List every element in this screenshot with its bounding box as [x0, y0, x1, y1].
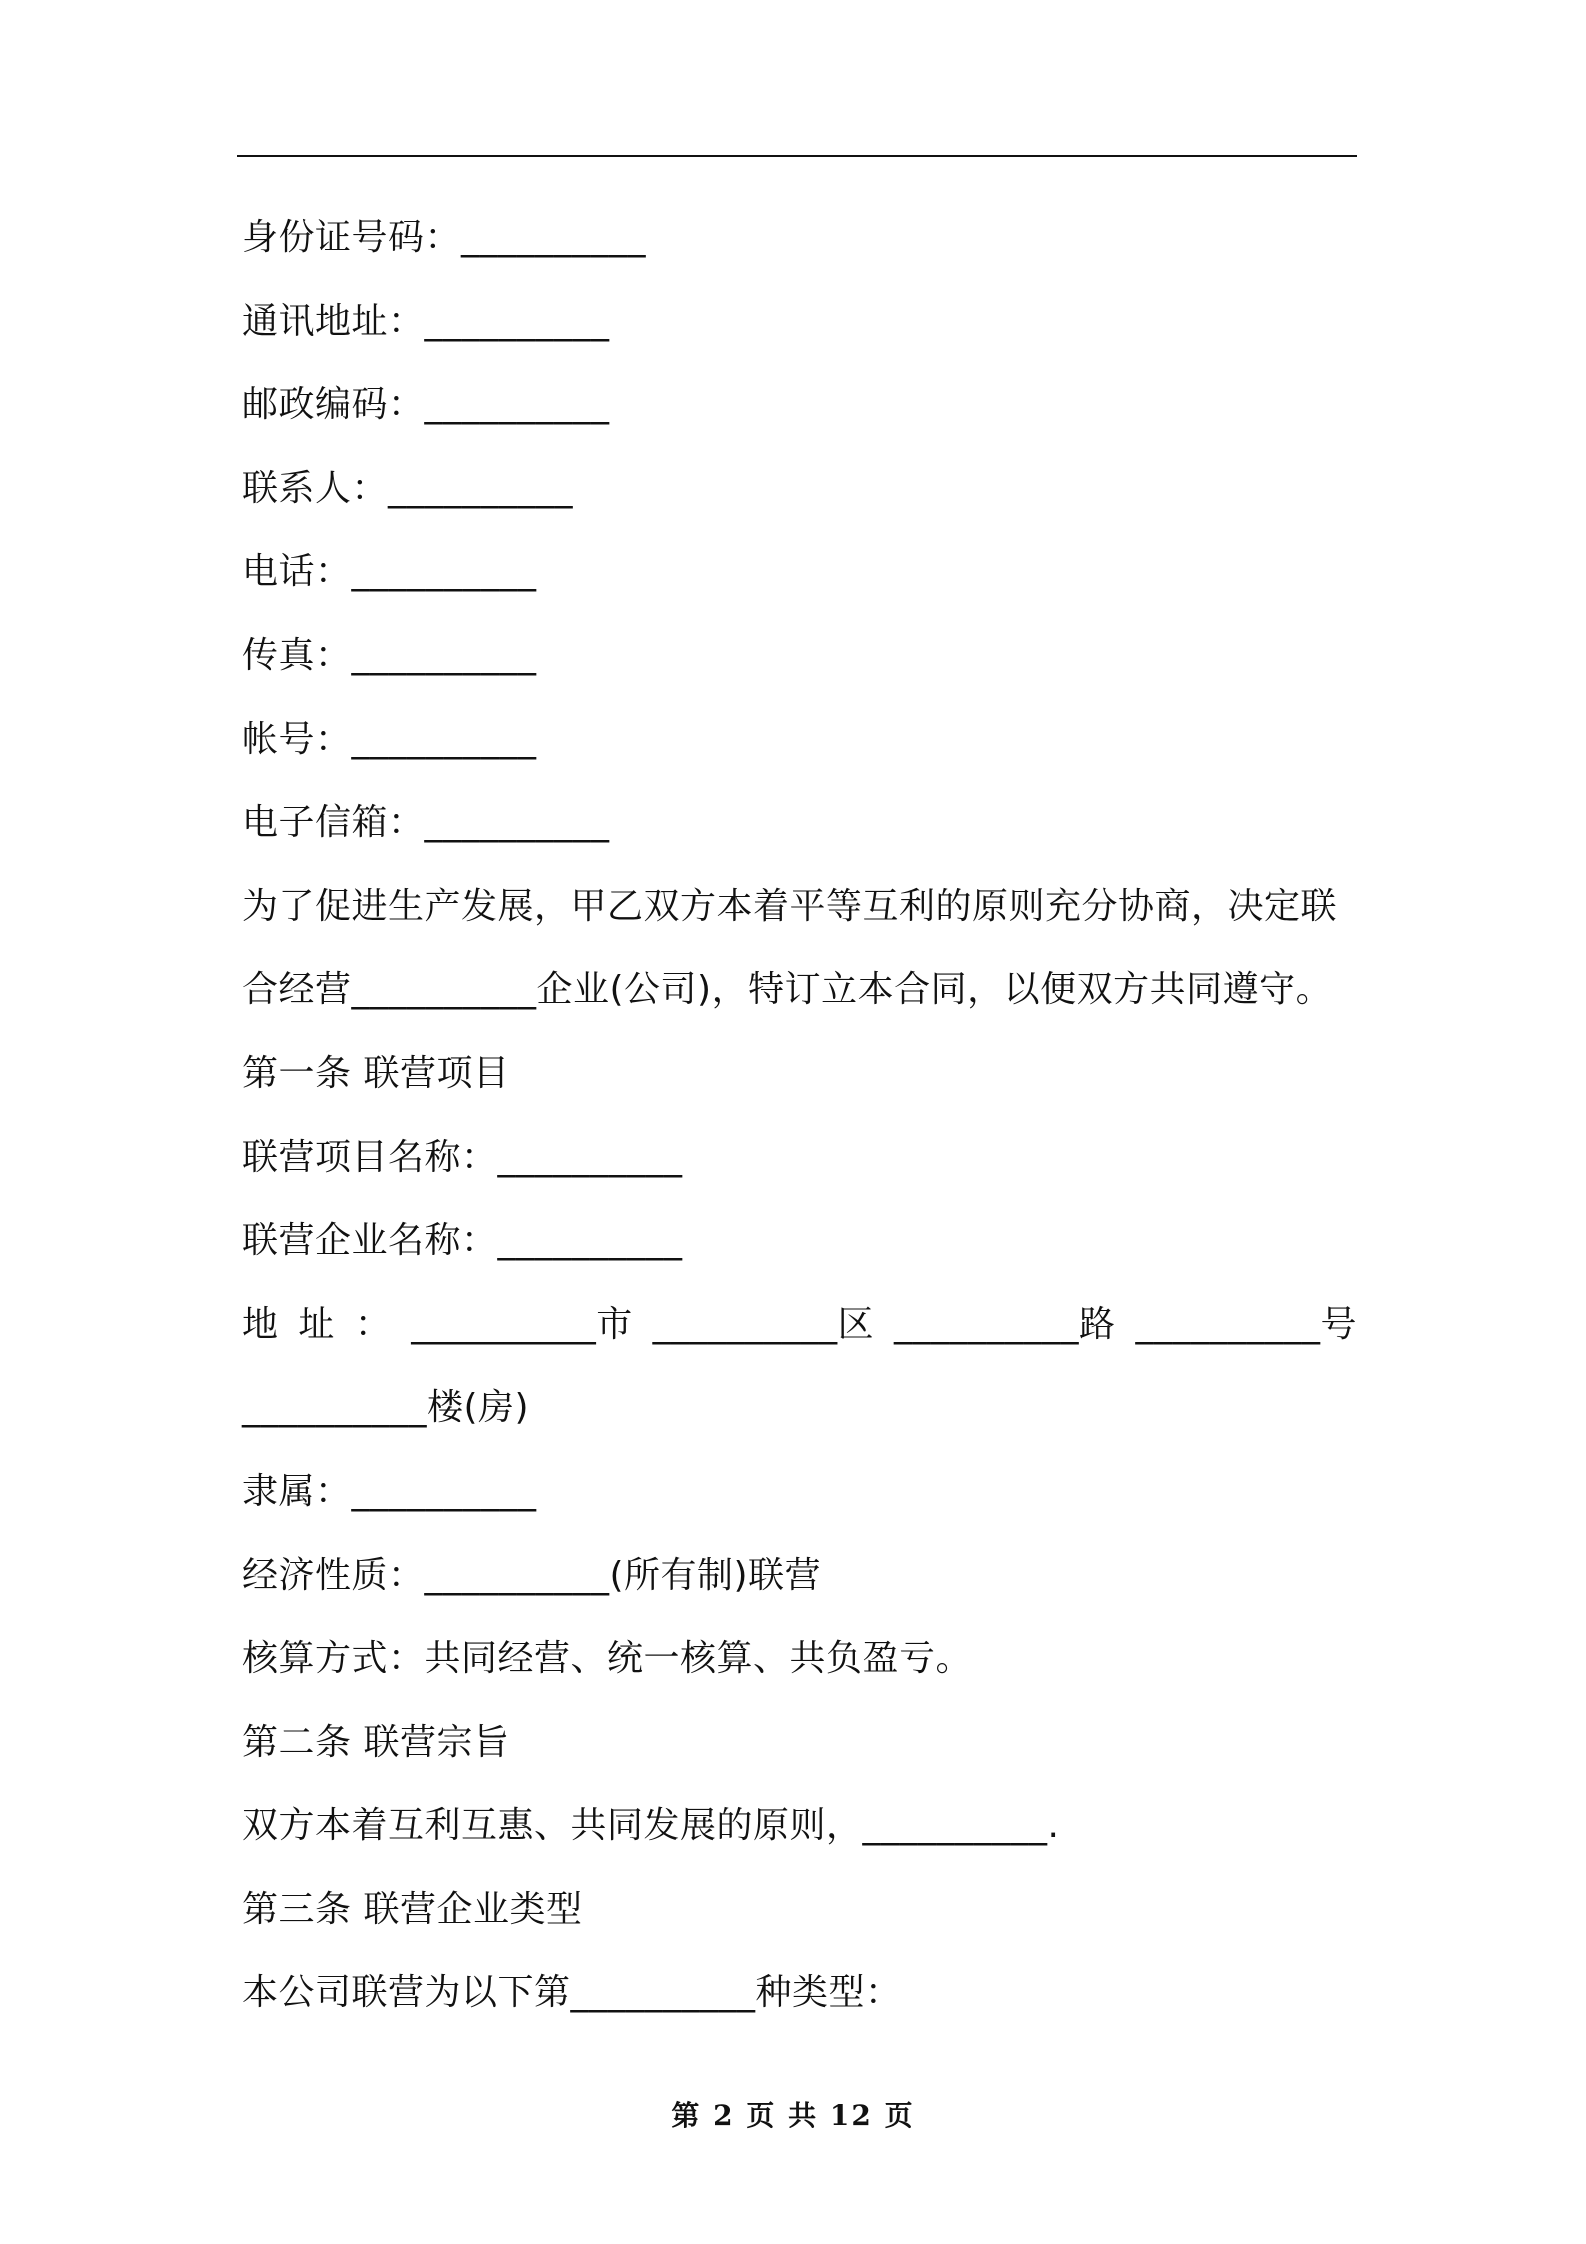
enterprise-name-line: 联营企业名称：__________ — [242, 1220, 683, 1262]
economic-nature-line: 经济性质：__________(所有制)联营 — [242, 1554, 822, 1596]
contact-person-line: 联系人：__________ — [242, 467, 574, 509]
enterprise-type-line: 本公司联营为以下第__________种类型： — [242, 1972, 902, 2014]
project-name-line: 联营项目名称：__________ — [242, 1136, 683, 1178]
page-number-footer: 第 2 页 共 12 页 — [671, 2099, 915, 2132]
fax-line: 传真：__________ — [242, 634, 537, 676]
purpose-line: 双方本着互利互惠、共同发展的原则，__________. — [242, 1805, 1060, 1847]
affiliation-line: 隶属：__________ — [242, 1470, 537, 1512]
address-part: ： — [354, 1303, 392, 1345]
address-road-field: __________路 — [894, 1303, 1116, 1345]
document-body — [242, 196, 1357, 2035]
address-part: 址 — [298, 1303, 335, 1345]
address-line — [242, 1283, 1357, 1367]
article-1-heading: 第一条 联营项目 — [242, 1052, 510, 1094]
header-rule — [237, 155, 1357, 157]
address-city-field: __________市 — [411, 1303, 633, 1345]
mailing-address-line: 通讯地址：__________ — [242, 300, 610, 342]
id-number-line: 身份证号码：__________ — [242, 217, 647, 258]
phone-line: 电话：__________ — [242, 551, 537, 593]
article-2-heading: 第二条 联营宗旨 — [242, 1721, 510, 1763]
address-district-field: __________区 — [652, 1303, 875, 1345]
intro-paragraph-line-2: 合经营__________企业(公司)，特订立本合同，以便双方共同遵守。 — [242, 969, 1333, 1011]
email-line: 电子信箱：__________ — [242, 802, 610, 844]
article-3-heading: 第三条 联营企业类型 — [242, 1888, 583, 1930]
address-part: 地 — [242, 1303, 279, 1345]
intro-paragraph-line-1: 为了促进生产发展，甲乙双方本着平等互利的原则充分协商，决定联 — [242, 885, 1338, 927]
postal-code-line: 邮政编码：__________ — [242, 384, 610, 426]
accounting-method-line: 核算方式：共同经营、统一核算、共负盈亏。 — [242, 1638, 973, 1680]
address-number-field: __________号 — [1135, 1303, 1357, 1345]
account-number-line: 帐号：__________ — [242, 718, 537, 760]
address-building-line: __________楼(房) — [242, 1387, 530, 1429]
